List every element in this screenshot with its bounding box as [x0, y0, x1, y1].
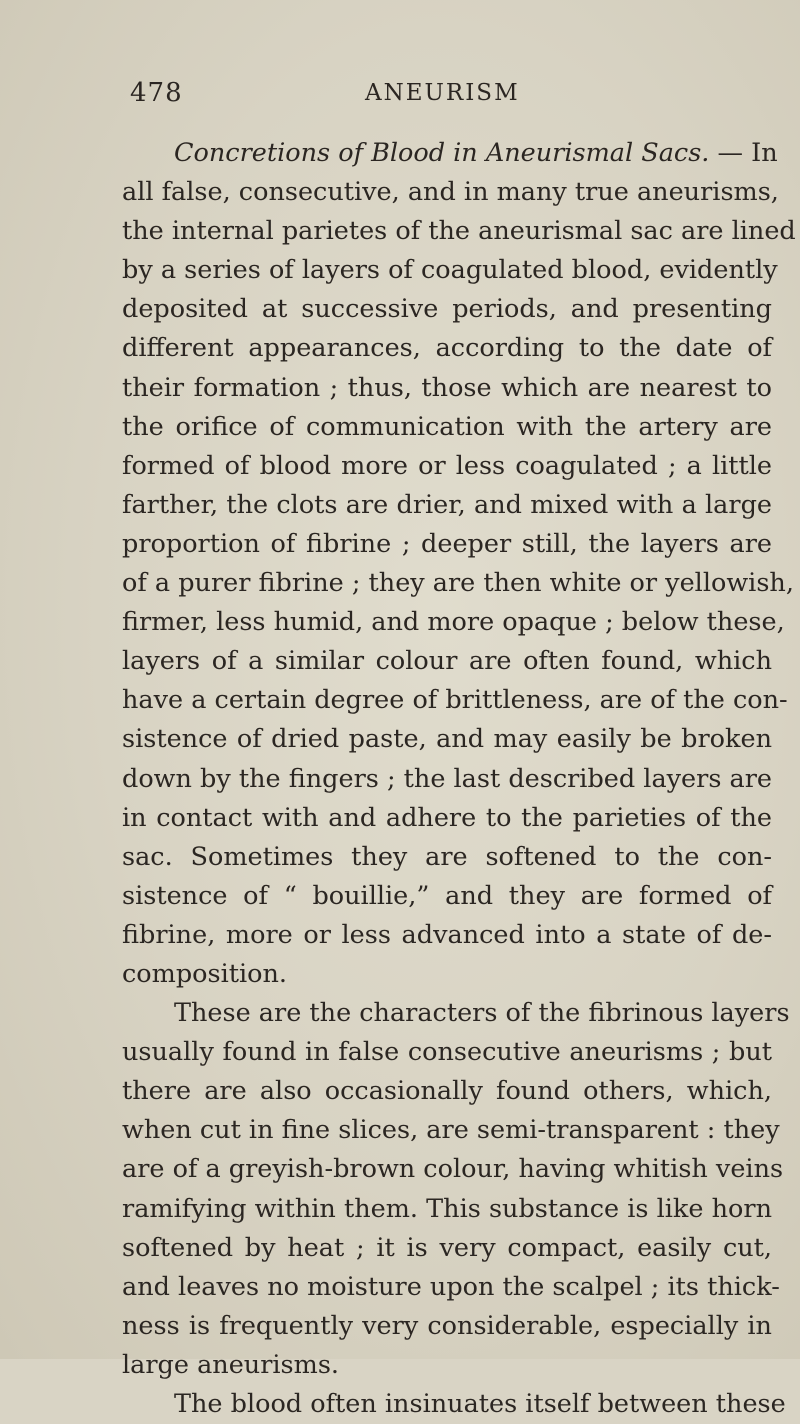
text-line: their formation ; thus, those which are nearest to [122, 372, 772, 403]
text-line: by a series of layers of coagulated blood, evidently [122, 255, 778, 286]
page-number: 478 [130, 78, 183, 108]
text-line: fibrine, more or less advanced into a state of de- [122, 919, 772, 950]
text-line: composition. [122, 958, 288, 989]
section-heading: Concretions of Blood in Aneurismal Sacs. [174, 138, 710, 168]
text-line: of a purer fibrine ; they are then white or yellowish, [122, 568, 794, 599]
text-line: firmer, less humid, and more opaque ; below these, [122, 607, 785, 638]
text-line: different appearances, according to the date of [122, 333, 772, 364]
text-line: down by the fingers ; the last described layers are [122, 763, 773, 794]
body-text [122, 134, 796, 1424]
text-line: ramifying within them. This substance is like horn [122, 1193, 772, 1224]
text-line: the internal parietes of the aneurismal sac are lined [122, 216, 796, 247]
text-line: sistence of dried paste, and may easily be broken [122, 724, 772, 755]
text-line: layers of a similar colour are often found, which [122, 646, 772, 677]
text-line: and leaves no moisture upon the scalpel ; its thick- [122, 1271, 780, 1302]
text-line: there are also occasionally found others, which, [122, 1076, 772, 1107]
text-line: sistence of “ bouillie,” and they are formed of [122, 880, 772, 911]
text-line: formed of blood more or less coagulated ; a little [122, 450, 772, 481]
text-line: These are the characters of the fibrinous layers [174, 998, 790, 1029]
text-line: Concretions of Blood in Aneurismal Sacs. — In [174, 138, 778, 168]
text-line: are of a greyish-brown colour, having whitish veins [122, 1154, 784, 1185]
text-line: all false, consecutive, and in many true aneurisms, [122, 177, 779, 208]
text-line: ness is frequently very considerable, especially in [122, 1310, 772, 1341]
text-line: in contact with and adhere to the parieties of the [122, 802, 772, 833]
text-line: when cut in fine slices, are semi-transparent : they [122, 1115, 780, 1146]
text-line: large aneurisms. [122, 1349, 340, 1380]
text-line: the orifice of communication with the artery are [122, 411, 772, 442]
text-line: The blood often insinuates itself between these [174, 1389, 786, 1419]
text-line: usually found in false consecutive aneurisms ; but [122, 1037, 772, 1068]
running-title: ANEURISM [365, 80, 520, 106]
text-line: proportion of fibrine ; deeper still, the layers are [122, 528, 772, 559]
text-line: farther, the clots are drier, and mixed with a large [122, 489, 772, 520]
text-line: deposited at successive periods, and presenting [122, 294, 772, 325]
text-line: have a certain degree of brittleness, are of the con- [122, 685, 788, 716]
text-line: sac. Sometimes they are softened to the con- [122, 841, 772, 872]
text-line: softened by heat ; it is very compact, easily cut, [122, 1232, 772, 1263]
page-header [130, 78, 770, 118]
